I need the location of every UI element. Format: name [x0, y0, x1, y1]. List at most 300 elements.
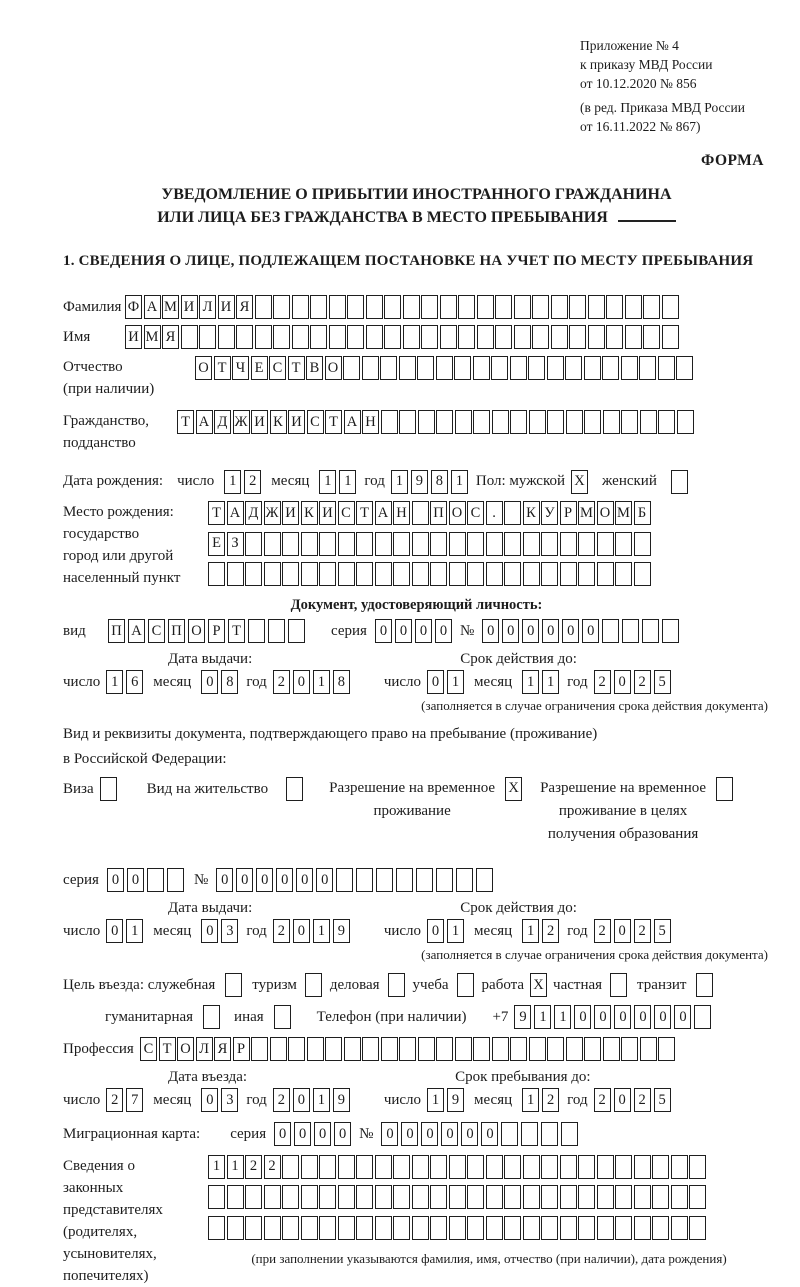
char-cell[interactable]: [245, 562, 262, 586]
permit-series-cells[interactable]: [107, 868, 184, 892]
char-cell[interactable]: 9: [514, 1005, 531, 1029]
char-cell[interactable]: [477, 325, 494, 349]
char-cell[interactable]: [366, 295, 383, 319]
char-cell[interactable]: [694, 1005, 711, 1029]
char-cell[interactable]: Р: [208, 619, 225, 643]
char-cell[interactable]: А: [196, 410, 213, 434]
char-cell[interactable]: [634, 1155, 651, 1179]
char-cell[interactable]: [380, 356, 397, 380]
char-cell[interactable]: И: [282, 501, 299, 525]
char-cell[interactable]: [381, 1037, 398, 1061]
char-cell[interactable]: 0: [293, 1088, 310, 1112]
char-cell[interactable]: [569, 325, 586, 349]
char-cell[interactable]: 0: [216, 868, 233, 892]
char-cell[interactable]: 0: [127, 868, 144, 892]
char-cell[interactable]: [477, 295, 494, 319]
char-cell[interactable]: [541, 562, 558, 586]
char-cell[interactable]: [412, 1155, 429, 1179]
char-cell[interactable]: Т: [208, 501, 225, 525]
char-cell[interactable]: [227, 562, 244, 586]
char-cell[interactable]: [495, 295, 512, 319]
char-cell[interactable]: [541, 1185, 558, 1209]
char-cell[interactable]: Т: [356, 501, 373, 525]
char-cell[interactable]: X: [571, 470, 588, 494]
char-cell[interactable]: [532, 325, 549, 349]
char-cell[interactable]: 0: [542, 619, 559, 643]
char-cell[interactable]: [208, 562, 225, 586]
char-cell[interactable]: [347, 325, 364, 349]
char-cell[interactable]: [421, 295, 438, 319]
char-cell[interactable]: 2: [273, 1088, 290, 1112]
char-cell[interactable]: [393, 532, 410, 556]
char-cell[interactable]: [514, 325, 531, 349]
char-cell[interactable]: 0: [293, 670, 310, 694]
char-cell[interactable]: [578, 1216, 595, 1240]
char-cell[interactable]: [282, 1185, 299, 1209]
char-cell[interactable]: [362, 1037, 379, 1061]
char-cell[interactable]: [388, 973, 405, 997]
char-cell[interactable]: [347, 295, 364, 319]
char-cell[interactable]: [430, 562, 447, 586]
char-cell[interactable]: [486, 1185, 503, 1209]
char-cell[interactable]: [310, 295, 327, 319]
char-cell[interactable]: [418, 410, 435, 434]
char-cell[interactable]: [597, 532, 614, 556]
entry-day-cells[interactable]: [106, 1088, 143, 1112]
char-cell[interactable]: П: [168, 619, 185, 643]
purpose-official-checkbox[interactable]: [225, 973, 242, 997]
char-cell[interactable]: 3: [221, 1088, 238, 1112]
char-cell[interactable]: [504, 1155, 521, 1179]
char-cell[interactable]: [588, 325, 605, 349]
char-cell[interactable]: [338, 1185, 355, 1209]
char-cell[interactable]: [403, 325, 420, 349]
char-cell[interactable]: 1: [208, 1155, 225, 1179]
birth-month-cells[interactable]: [319, 470, 356, 494]
purpose-business-checkbox[interactable]: [388, 973, 405, 997]
char-cell[interactable]: [436, 356, 453, 380]
char-cell[interactable]: [449, 1185, 466, 1209]
char-cell[interactable]: [245, 1185, 262, 1209]
visa-checkbox[interactable]: [100, 777, 117, 801]
char-cell[interactable]: [381, 410, 398, 434]
char-cell[interactable]: [454, 356, 471, 380]
char-cell[interactable]: [467, 1185, 484, 1209]
char-cell[interactable]: X: [505, 777, 522, 801]
char-cell[interactable]: [356, 1155, 373, 1179]
purpose-study-checkbox[interactable]: [457, 973, 474, 997]
birthplace-cells-row3[interactable]: [208, 562, 651, 586]
char-cell[interactable]: И: [288, 410, 305, 434]
entry-month-cells[interactable]: [201, 1088, 238, 1112]
char-cell[interactable]: С: [338, 501, 355, 525]
char-cell[interactable]: [436, 410, 453, 434]
char-cell[interactable]: 0: [502, 619, 519, 643]
char-cell[interactable]: 2: [264, 1155, 281, 1179]
char-cell[interactable]: [417, 356, 434, 380]
char-cell[interactable]: [375, 532, 392, 556]
char-cell[interactable]: Т: [214, 356, 231, 380]
birth-year-cells[interactable]: [391, 470, 468, 494]
char-cell[interactable]: 0: [421, 1122, 438, 1146]
char-cell[interactable]: Т: [159, 1037, 176, 1061]
permit-issue-year-cells[interactable]: [273, 919, 350, 943]
char-cell[interactable]: 0: [293, 919, 310, 943]
char-cell[interactable]: [384, 325, 401, 349]
char-cell[interactable]: Т: [288, 356, 305, 380]
char-cell[interactable]: [486, 562, 503, 586]
char-cell[interactable]: [597, 1155, 614, 1179]
char-cell[interactable]: [560, 532, 577, 556]
char-cell[interactable]: [338, 562, 355, 586]
char-cell[interactable]: [492, 1037, 509, 1061]
char-cell[interactable]: Б: [634, 501, 651, 525]
char-cell[interactable]: [671, 1185, 688, 1209]
char-cell[interactable]: 0: [294, 1122, 311, 1146]
profession-cells[interactable]: [140, 1037, 675, 1061]
char-cell[interactable]: К: [301, 501, 318, 525]
char-cell[interactable]: [236, 325, 253, 349]
sex-female-checkbox[interactable]: [671, 470, 688, 494]
char-cell[interactable]: [282, 562, 299, 586]
id-issue-month-cells[interactable]: [201, 670, 238, 694]
char-cell[interactable]: [501, 1122, 518, 1146]
char-cell[interactable]: [338, 1155, 355, 1179]
char-cell[interactable]: [603, 410, 620, 434]
char-cell[interactable]: [467, 532, 484, 556]
char-cell[interactable]: [597, 1185, 614, 1209]
char-cell[interactable]: [514, 295, 531, 319]
char-cell[interactable]: 1: [126, 919, 143, 943]
char-cell[interactable]: [610, 973, 627, 997]
char-cell[interactable]: [565, 356, 582, 380]
char-cell[interactable]: [569, 295, 586, 319]
char-cell[interactable]: 0: [381, 1122, 398, 1146]
char-cell[interactable]: Я: [214, 1037, 231, 1061]
char-cell[interactable]: 0: [594, 1005, 611, 1029]
char-cell[interactable]: П: [430, 501, 447, 525]
char-cell[interactable]: [264, 562, 281, 586]
doc-kind-cells[interactable]: [108, 619, 305, 643]
char-cell[interactable]: [248, 619, 265, 643]
char-cell[interactable]: [529, 410, 546, 434]
id-valid-month-cells[interactable]: [522, 670, 559, 694]
char-cell[interactable]: 2: [594, 670, 611, 694]
char-cell[interactable]: 8: [221, 670, 238, 694]
char-cell[interactable]: [689, 1185, 706, 1209]
char-cell[interactable]: [584, 1037, 601, 1061]
char-cell[interactable]: [676, 356, 693, 380]
char-cell[interactable]: [652, 1216, 669, 1240]
char-cell[interactable]: [251, 1037, 268, 1061]
char-cell[interactable]: 1: [522, 919, 539, 943]
char-cell[interactable]: [418, 1037, 435, 1061]
char-cell[interactable]: Л: [196, 1037, 213, 1061]
char-cell[interactable]: 1: [313, 670, 330, 694]
char-cell[interactable]: С: [307, 410, 324, 434]
char-cell[interactable]: [510, 1037, 527, 1061]
char-cell[interactable]: 2: [634, 670, 651, 694]
char-cell[interactable]: [362, 356, 379, 380]
char-cell[interactable]: 2: [594, 1088, 611, 1112]
char-cell[interactable]: [541, 1122, 558, 1146]
char-cell[interactable]: [338, 1216, 355, 1240]
char-cell[interactable]: [640, 1037, 657, 1061]
char-cell[interactable]: [634, 532, 651, 556]
entry-year-cells[interactable]: [273, 1088, 350, 1112]
char-cell[interactable]: [343, 356, 360, 380]
char-cell[interactable]: [473, 1037, 490, 1061]
representatives-cells-row1[interactable]: [208, 1155, 770, 1179]
char-cell[interactable]: [658, 1037, 675, 1061]
char-cell[interactable]: [696, 973, 713, 997]
char-cell[interactable]: [597, 562, 614, 586]
char-cell[interactable]: [255, 325, 272, 349]
purpose-other-checkbox[interactable]: [274, 1005, 291, 1029]
char-cell[interactable]: [366, 325, 383, 349]
char-cell[interactable]: [305, 973, 322, 997]
char-cell[interactable]: [396, 868, 413, 892]
char-cell[interactable]: [338, 532, 355, 556]
char-cell[interactable]: 2: [245, 1155, 262, 1179]
permit-issue-day-cells[interactable]: [106, 919, 143, 943]
char-cell[interactable]: 2: [634, 1088, 651, 1112]
char-cell[interactable]: [356, 1216, 373, 1240]
char-cell[interactable]: [532, 295, 549, 319]
char-cell[interactable]: 0: [296, 868, 313, 892]
id-issue-day-cells[interactable]: [106, 670, 143, 694]
char-cell[interactable]: А: [128, 619, 145, 643]
char-cell[interactable]: [319, 1216, 336, 1240]
char-cell[interactable]: [416, 868, 433, 892]
char-cell[interactable]: [412, 532, 429, 556]
char-cell[interactable]: [264, 1216, 281, 1240]
char-cell[interactable]: [584, 356, 601, 380]
char-cell[interactable]: 0: [614, 1088, 631, 1112]
char-cell[interactable]: [652, 1155, 669, 1179]
stay-day-cells[interactable]: [427, 1088, 464, 1112]
char-cell[interactable]: 0: [201, 919, 218, 943]
stay-month-cells[interactable]: [522, 1088, 559, 1112]
char-cell[interactable]: 0: [574, 1005, 591, 1029]
char-cell[interactable]: [412, 1185, 429, 1209]
char-cell[interactable]: [227, 1216, 244, 1240]
char-cell[interactable]: 2: [273, 670, 290, 694]
char-cell[interactable]: [560, 562, 577, 586]
char-cell[interactable]: 0: [674, 1005, 691, 1029]
char-cell[interactable]: [560, 1185, 577, 1209]
char-cell[interactable]: И: [319, 501, 336, 525]
char-cell[interactable]: [634, 1185, 651, 1209]
char-cell[interactable]: 0: [395, 619, 412, 643]
char-cell[interactable]: [476, 868, 493, 892]
purpose-transit-checkbox[interactable]: [696, 973, 713, 997]
char-cell[interactable]: [292, 325, 309, 349]
char-cell[interactable]: [384, 295, 401, 319]
char-cell[interactable]: 2: [594, 919, 611, 943]
permit-valid-month-cells[interactable]: [522, 919, 559, 943]
char-cell[interactable]: А: [144, 295, 161, 319]
migration-number-cells[interactable]: [381, 1122, 578, 1146]
char-cell[interactable]: [578, 532, 595, 556]
char-cell[interactable]: Ж: [233, 410, 250, 434]
char-cell[interactable]: [325, 1037, 342, 1061]
char-cell[interactable]: 9: [411, 470, 428, 494]
char-cell[interactable]: [181, 325, 198, 349]
char-cell[interactable]: [203, 1005, 220, 1029]
char-cell[interactable]: 2: [542, 1088, 559, 1112]
char-cell[interactable]: [440, 295, 457, 319]
char-cell[interactable]: [319, 562, 336, 586]
char-cell[interactable]: [523, 1185, 540, 1209]
char-cell[interactable]: [421, 325, 438, 349]
char-cell[interactable]: [486, 532, 503, 556]
char-cell[interactable]: [457, 973, 474, 997]
char-cell[interactable]: [301, 1216, 318, 1240]
char-cell[interactable]: [147, 868, 164, 892]
char-cell[interactable]: [658, 410, 675, 434]
doc-series-cells[interactable]: [375, 619, 452, 643]
char-cell[interactable]: [329, 325, 346, 349]
char-cell[interactable]: [523, 562, 540, 586]
char-cell[interactable]: Д: [214, 410, 231, 434]
char-cell[interactable]: 0: [582, 619, 599, 643]
char-cell[interactable]: 5: [654, 670, 671, 694]
permit-valid-year-cells[interactable]: [594, 919, 671, 943]
char-cell[interactable]: [523, 532, 540, 556]
char-cell[interactable]: [547, 410, 564, 434]
char-cell[interactable]: 0: [276, 868, 293, 892]
char-cell[interactable]: 1: [313, 919, 330, 943]
char-cell[interactable]: 1: [554, 1005, 571, 1029]
char-cell[interactable]: 0: [654, 1005, 671, 1029]
char-cell[interactable]: С: [467, 501, 484, 525]
char-cell[interactable]: [319, 1185, 336, 1209]
char-cell[interactable]: [606, 325, 623, 349]
char-cell[interactable]: [504, 1216, 521, 1240]
char-cell[interactable]: 0: [562, 619, 579, 643]
char-cell[interactable]: 0: [441, 1122, 458, 1146]
char-cell[interactable]: [199, 325, 216, 349]
char-cell[interactable]: 7: [126, 1088, 143, 1112]
char-cell[interactable]: [449, 1216, 466, 1240]
char-cell[interactable]: 0: [522, 619, 539, 643]
char-cell[interactable]: 0: [427, 670, 444, 694]
char-cell[interactable]: 0: [314, 1122, 331, 1146]
char-cell[interactable]: 1: [522, 670, 539, 694]
char-cell[interactable]: 0: [634, 1005, 651, 1029]
char-cell[interactable]: [412, 562, 429, 586]
char-cell[interactable]: 0: [236, 868, 253, 892]
char-cell[interactable]: К: [270, 410, 287, 434]
char-cell[interactable]: [393, 1155, 410, 1179]
char-cell[interactable]: [282, 1216, 299, 1240]
char-cell[interactable]: [716, 777, 733, 801]
char-cell[interactable]: [329, 295, 346, 319]
char-cell[interactable]: [547, 1037, 564, 1061]
char-cell[interactable]: 2: [106, 1088, 123, 1112]
char-cell[interactable]: 1: [427, 1088, 444, 1112]
birth-day-cells[interactable]: [224, 470, 261, 494]
char-cell[interactable]: [274, 1005, 291, 1029]
char-cell[interactable]: [270, 1037, 287, 1061]
char-cell[interactable]: [547, 356, 564, 380]
char-cell[interactable]: [551, 325, 568, 349]
char-cell[interactable]: [356, 562, 373, 586]
char-cell[interactable]: 0: [107, 868, 124, 892]
char-cell[interactable]: Е: [208, 532, 225, 556]
char-cell[interactable]: Д: [245, 501, 262, 525]
char-cell[interactable]: [264, 1185, 281, 1209]
char-cell[interactable]: Т: [228, 619, 245, 643]
char-cell[interactable]: [528, 356, 545, 380]
char-cell[interactable]: А: [375, 501, 392, 525]
purpose-private-checkbox[interactable]: [610, 973, 627, 997]
char-cell[interactable]: В: [306, 356, 323, 380]
char-cell[interactable]: [640, 410, 657, 434]
char-cell[interactable]: 9: [447, 1088, 464, 1112]
char-cell[interactable]: Т: [177, 410, 194, 434]
char-cell[interactable]: 6: [126, 670, 143, 694]
char-cell[interactable]: [301, 1185, 318, 1209]
char-cell[interactable]: К: [523, 501, 540, 525]
char-cell[interactable]: [467, 1216, 484, 1240]
purpose-humanitarian-checkbox[interactable]: [203, 1005, 220, 1029]
char-cell[interactable]: [639, 356, 656, 380]
char-cell[interactable]: [319, 532, 336, 556]
char-cell[interactable]: М: [162, 295, 179, 319]
char-cell[interactable]: [566, 1037, 583, 1061]
char-cell[interactable]: [375, 1155, 392, 1179]
char-cell[interactable]: [510, 410, 527, 434]
char-cell[interactable]: [529, 1037, 546, 1061]
char-cell[interactable]: [449, 1155, 466, 1179]
purpose-work-checkbox[interactable]: [530, 973, 547, 997]
char-cell[interactable]: [336, 868, 353, 892]
char-cell[interactable]: [375, 1185, 392, 1209]
char-cell[interactable]: [473, 410, 490, 434]
temp-residence-edu-checkbox[interactable]: [716, 777, 733, 801]
char-cell[interactable]: [455, 1037, 472, 1061]
char-cell[interactable]: 1: [106, 670, 123, 694]
migration-series-cells[interactable]: [274, 1122, 351, 1146]
char-cell[interactable]: [625, 325, 642, 349]
char-cell[interactable]: [467, 1155, 484, 1179]
char-cell[interactable]: [393, 1216, 410, 1240]
char-cell[interactable]: 5: [654, 1088, 671, 1112]
stay-year-cells[interactable]: [594, 1088, 671, 1112]
char-cell[interactable]: 1: [391, 470, 408, 494]
char-cell[interactable]: [467, 562, 484, 586]
char-cell[interactable]: 1: [534, 1005, 551, 1029]
char-cell[interactable]: [455, 410, 472, 434]
char-cell[interactable]: [273, 295, 290, 319]
id-valid-day-cells[interactable]: [427, 670, 464, 694]
char-cell[interactable]: [430, 1185, 447, 1209]
char-cell[interactable]: 2: [244, 470, 261, 494]
char-cell[interactable]: [671, 1216, 688, 1240]
birthplace-cells-row1[interactable]: [208, 501, 651, 525]
char-cell[interactable]: [615, 562, 632, 586]
char-cell[interactable]: [615, 1155, 632, 1179]
char-cell[interactable]: Л: [199, 295, 216, 319]
phone-cells[interactable]: [514, 1005, 711, 1029]
char-cell[interactable]: 0: [415, 619, 432, 643]
patronymic-cells[interactable]: [195, 356, 693, 380]
char-cell[interactable]: Р: [560, 501, 577, 525]
char-cell[interactable]: [245, 1216, 262, 1240]
char-cell[interactable]: [662, 325, 679, 349]
